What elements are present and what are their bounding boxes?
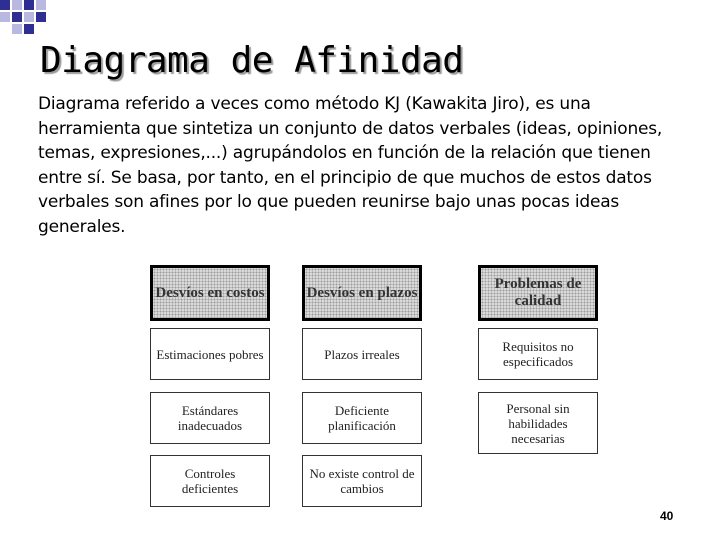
column-header: Problemas de calidad xyxy=(478,265,598,321)
affinity-item: Deficiente planificación xyxy=(302,392,422,444)
affinity-item: No existe control de cambios xyxy=(302,455,422,507)
column-header: Desvíos en plazos xyxy=(302,265,422,321)
slide-title: Diagrama de Afinidad xyxy=(40,40,464,81)
slide-body-text: Diagrama referido a veces como método KJ (Kawakita Jiro), es una herramienta que sintetiza un conjunto de datos verbales (ideas, opiniones, temas, expresiones,...) agrupándolos en función de la relación que tienen entre sí. Se basa, por tanto, en el principio de que muchos de estos datos verbales son afines por lo que pueden reunirse bajo unas pocas ideas generales. xyxy=(38,94,663,237)
corner-squares-decoration xyxy=(0,0,60,45)
page-number: 40 xyxy=(660,509,674,523)
column-header: Desvíos en costos xyxy=(150,265,270,321)
affinity-item: Estimaciones pobres xyxy=(150,328,270,380)
affinity-item: Controles deficientes xyxy=(150,455,270,507)
affinity-item: Personal sin habilidades necesarias xyxy=(478,392,598,454)
affinity-item: Plazos irreales xyxy=(302,328,422,380)
affinity-item: Estándares inadecuados xyxy=(150,392,270,444)
affinity-item: Requisitos no especificados xyxy=(478,328,598,380)
